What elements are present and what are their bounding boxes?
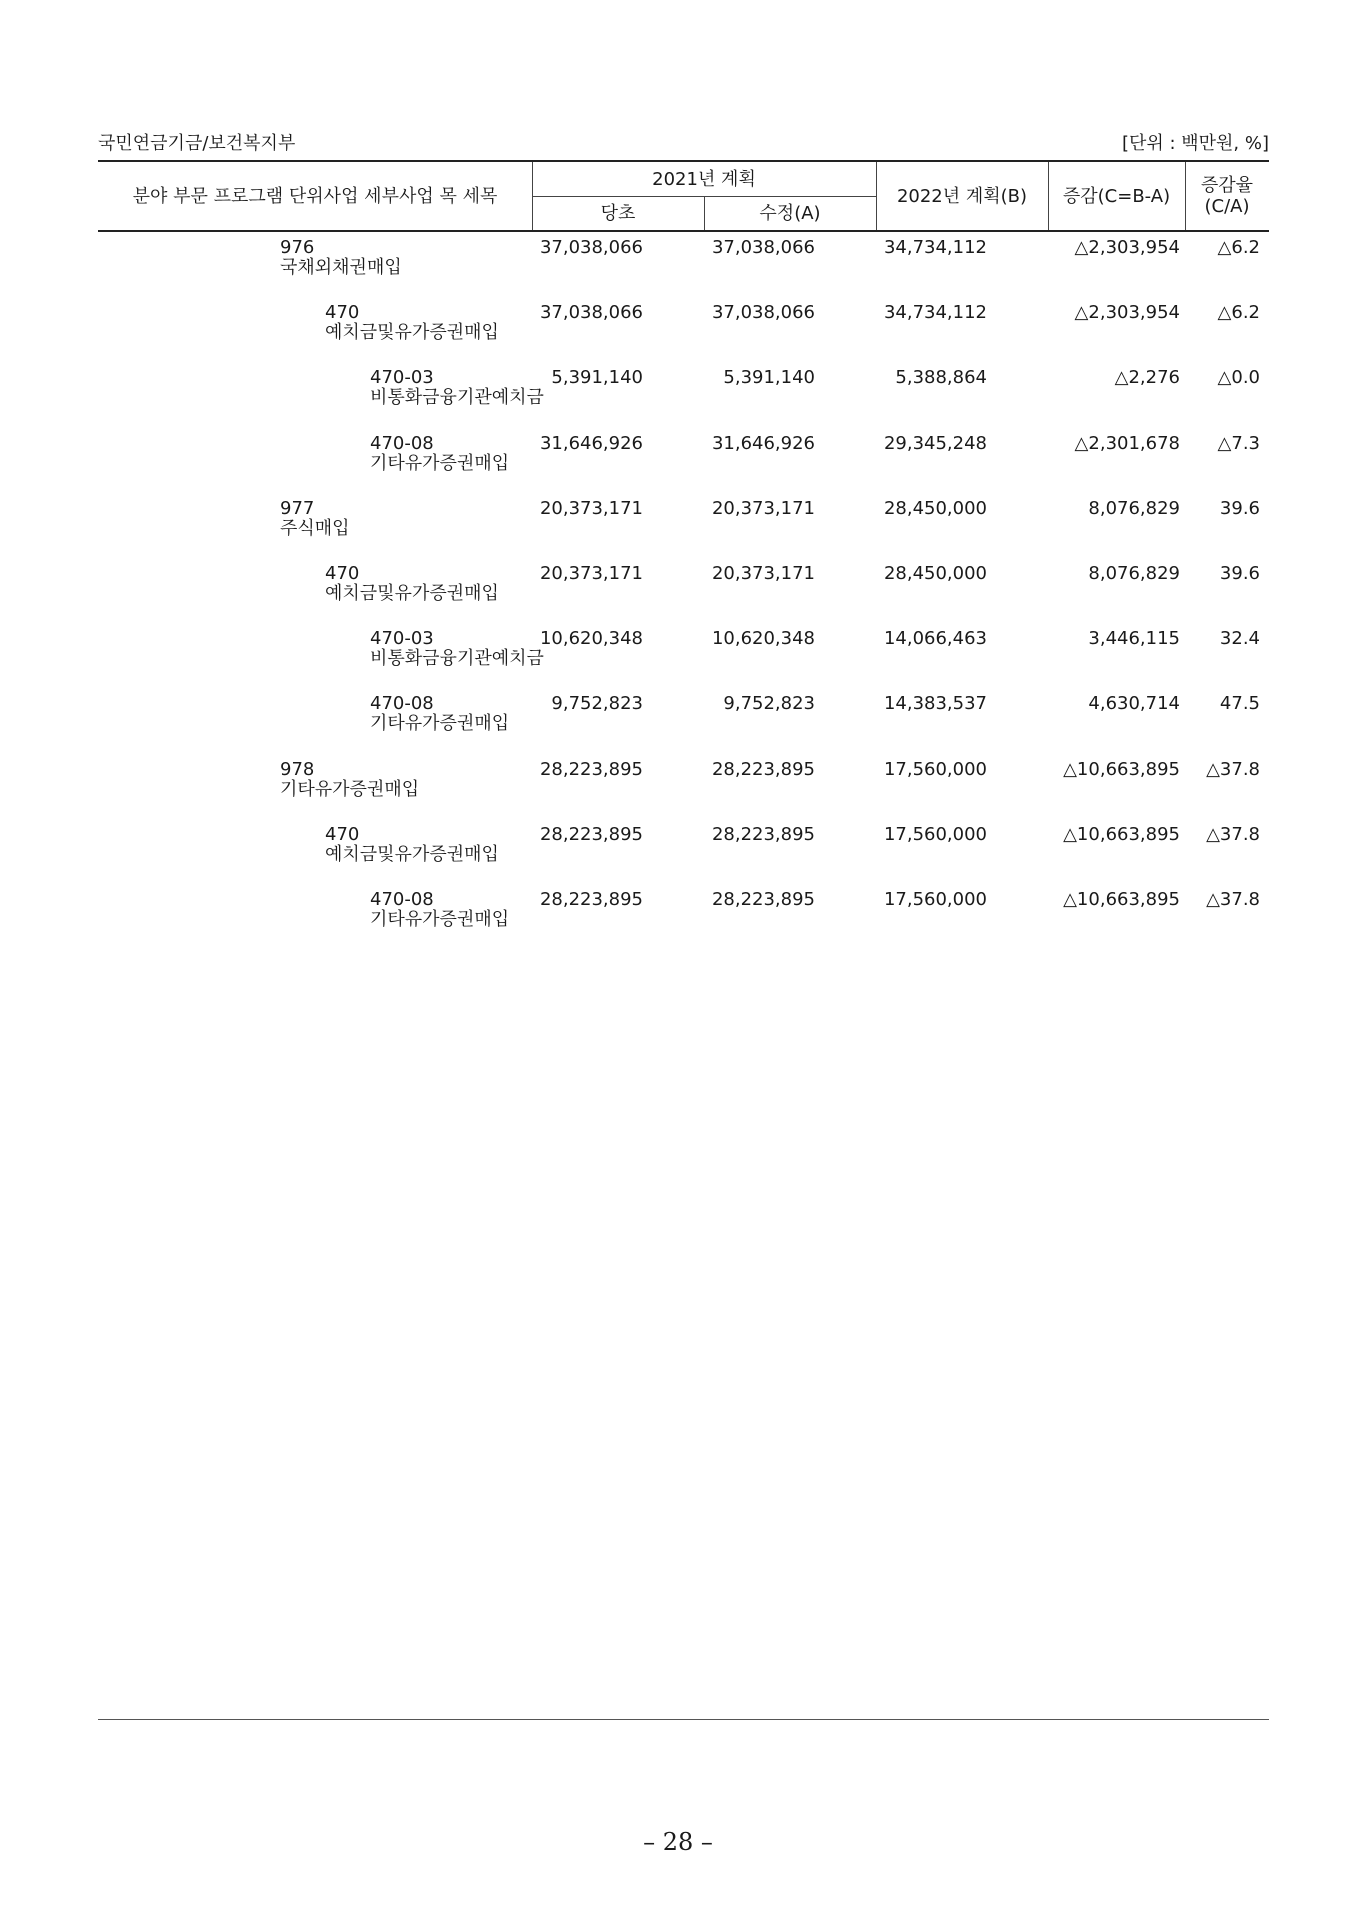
- row-name: 비통화금융기관예치금: [370, 387, 544, 409]
- row-code: 976: [280, 237, 315, 258]
- row-revised: 37,038,066: [711, 302, 815, 324]
- table-row: [98, 238, 1269, 288]
- table-row: [98, 890, 1269, 940]
- row-change: △10,663,895: [1063, 823, 1180, 845]
- row-change: △2,276: [1114, 367, 1180, 389]
- row-revised: 28,223,895: [711, 889, 815, 910]
- table-row: [98, 564, 1269, 614]
- row-revised: 31,646,926: [711, 432, 815, 454]
- footer-rule: [98, 1719, 1269, 1720]
- row-rate: 47.5: [1219, 693, 1260, 715]
- row-name: 비통화금융기관예치금: [370, 648, 544, 670]
- header-revised: 수정(A): [759, 202, 821, 224]
- row-code: 978: [280, 758, 315, 780]
- row-original: 28,223,895: [539, 823, 643, 845]
- row-change: 8,076,829: [1088, 563, 1180, 584]
- row-original: 28,223,895: [539, 889, 643, 910]
- unit-note: [단위 : 백만원, %]: [1121, 133, 1269, 154]
- table-row: [98, 368, 1269, 418]
- row-name: 기타유가증권매입: [370, 909, 510, 930]
- row-name: 기타유가증권매입: [370, 713, 510, 735]
- table-row: [98, 499, 1269, 549]
- row-revised: 5,391,140: [723, 367, 815, 389]
- row-plan-2022: 14,383,537: [883, 693, 987, 715]
- row-change: △2,303,954: [1074, 302, 1180, 324]
- table-row: [98, 629, 1269, 679]
- header-hierarchy: 분야 부문 프로그램 단위사업 세부사업 목 세목: [132, 185, 498, 207]
- header-divider: [532, 196, 876, 197]
- row-change: 4,630,714: [1088, 693, 1180, 715]
- header-rate: [1185, 162, 1269, 230]
- row-change: △2,303,954: [1074, 237, 1180, 258]
- row-plan-2022: 28,450,000: [883, 563, 987, 584]
- row-plan-2022: 14,066,463: [883, 628, 987, 650]
- row-plan-2022: 17,560,000: [883, 889, 987, 910]
- row-plan-2022: 17,560,000: [883, 758, 987, 780]
- table-row: [98, 694, 1269, 744]
- row-revised: 28,223,895: [711, 823, 815, 845]
- header-plan-2021: 2021년 계획: [652, 168, 756, 190]
- row-plan-2022: 34,734,112: [883, 237, 987, 258]
- row-rate: △7.3: [1217, 432, 1260, 454]
- row-change: 3,446,115: [1088, 628, 1180, 650]
- row-revised: 20,373,171: [711, 497, 815, 519]
- row-code: 470: [325, 302, 360, 324]
- row-name: 기타유가증권매입: [370, 452, 510, 474]
- row-revised: 37,038,066: [711, 237, 815, 258]
- row-revised: 28,223,895: [711, 758, 815, 780]
- row-original: 10,620,348: [539, 628, 643, 650]
- row-code: 470-03: [370, 628, 434, 650]
- row-code: 470-08: [370, 889, 434, 910]
- row-change: △10,663,895: [1063, 758, 1180, 780]
- row-original: 20,373,171: [539, 563, 643, 584]
- row-original: 5,391,140: [551, 367, 643, 389]
- row-revised: 9,752,823: [723, 693, 815, 715]
- table-header: [98, 160, 1269, 232]
- header-divider: [1048, 162, 1049, 230]
- row-name: 예치금및유가증권매입: [325, 322, 499, 344]
- header-rate-line1: 증감율: [1200, 175, 1254, 196]
- row-original: 28,223,895: [539, 758, 643, 780]
- row-original: 31,646,926: [539, 432, 643, 454]
- row-name: 예치금및유가증권매입: [325, 843, 499, 865]
- row-code: 470-03: [370, 367, 434, 389]
- table-row: [98, 303, 1269, 353]
- header-plan-2022: 2022년 계획(B): [896, 185, 1028, 207]
- row-original: 37,038,066: [539, 237, 643, 258]
- header-divider: [1185, 162, 1186, 230]
- top-bar: [98, 130, 1269, 158]
- row-name: 국채외채권매입: [280, 257, 402, 278]
- row-original: 37,038,066: [539, 302, 643, 324]
- header-change: 증감(C=B-A): [1062, 185, 1171, 207]
- row-original: 20,373,171: [539, 497, 643, 519]
- row-rate: △37.8: [1206, 758, 1260, 780]
- row-revised: 10,620,348: [711, 628, 815, 650]
- row-code: 470: [325, 823, 360, 845]
- row-code: 470-08: [370, 693, 434, 715]
- row-rate: △0.0: [1217, 367, 1260, 389]
- row-change: △10,663,895: [1063, 889, 1180, 910]
- row-rate: 39.6: [1219, 497, 1260, 519]
- table-row: [98, 760, 1269, 810]
- header-original: 당초: [600, 202, 636, 224]
- row-rate: △6.2: [1217, 302, 1260, 324]
- row-plan-2022: 5,388,864: [895, 367, 987, 389]
- row-plan-2022: 29,345,248: [883, 432, 987, 454]
- row-code: 470-08: [370, 432, 434, 454]
- row-rate: △37.8: [1206, 889, 1260, 910]
- org-title: 국민연금기금/보건복지부: [98, 133, 296, 154]
- header-divider: [876, 162, 877, 230]
- row-rate: △6.2: [1217, 237, 1260, 258]
- row-rate: 32.4: [1219, 628, 1260, 650]
- row-revised: 20,373,171: [711, 563, 815, 584]
- page-number: – 28 –: [643, 1828, 713, 1856]
- row-name: 주식매입: [280, 517, 350, 539]
- table-row: [98, 825, 1269, 875]
- header-rate-line2: (C/A): [1204, 196, 1250, 217]
- row-change: 8,076,829: [1088, 497, 1180, 519]
- row-code: 977: [280, 497, 315, 519]
- row-plan-2022: 34,734,112: [883, 302, 987, 324]
- row-plan-2022: 17,560,000: [883, 823, 987, 845]
- header-divider: [704, 196, 705, 230]
- row-code: 470: [325, 563, 360, 584]
- row-rate: △37.8: [1206, 823, 1260, 845]
- row-name: 예치금및유가증권매입: [325, 583, 499, 604]
- row-rate: 39.6: [1219, 563, 1260, 584]
- row-change: △2,301,678: [1074, 432, 1180, 454]
- table-row: [98, 434, 1269, 484]
- row-name: 기타유가증권매입: [280, 778, 420, 800]
- row-original: 9,752,823: [551, 693, 643, 715]
- row-plan-2022: 28,450,000: [883, 497, 987, 519]
